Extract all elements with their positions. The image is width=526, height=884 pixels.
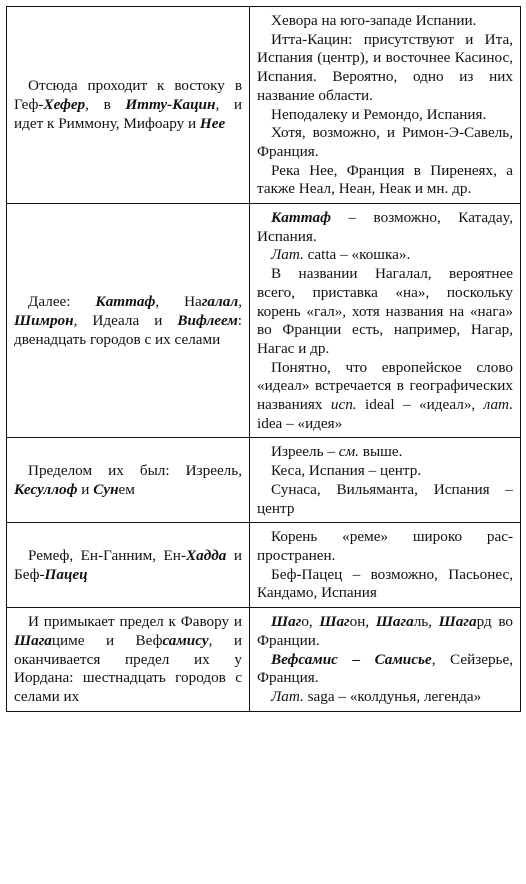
text-run: Хадда: [185, 546, 227, 564]
commentary-paragraph: [257, 566, 513, 603]
commentary-paragraph: [257, 443, 513, 462]
text-run: Корень «реме» широко распространен.: [257, 528, 513, 564]
text-run: Шага: [375, 613, 414, 631]
text-run: ideal – «идеал»,: [356, 396, 484, 414]
verse-paragraph: [14, 293, 242, 349]
table-row: [7, 204, 521, 438]
commentary-cell: [250, 7, 521, 204]
commentary-cell: [250, 608, 521, 712]
commentary-paragraph: [257, 528, 513, 565]
text-run: Изреель –: [271, 443, 339, 461]
commentary-paragraph: Неподалеку и Ремондо, Испания.: [271, 105, 487, 123]
commentary-paragraph: Хотя, возможно, и Римон-Э-Савель, Франция.: [257, 124, 513, 160]
commentary-paragraph: [257, 265, 513, 359]
table-row: [7, 438, 521, 523]
text-run: – возможно, Катадаy, Испания.: [257, 209, 513, 245]
text-run: catta – «кошка».: [303, 246, 411, 264]
text-run: лат.: [483, 396, 514, 414]
text-run: Ремеф, Ен-Ганним, Ен-: [28, 546, 186, 564]
text-run: , в: [85, 96, 126, 114]
text-run: выше.: [358, 443, 403, 461]
text-run: Сун: [93, 480, 119, 498]
text-run: ем: [118, 480, 135, 498]
commentary-paragraph: [257, 481, 513, 518]
text-run: , и оканчивается предел их у Иордана: шестнадцать городов с селами их: [14, 631, 242, 705]
commentary-paragraph: Хевора на юго-западе Испании.: [271, 12, 477, 29]
text-run: Шимрон: [14, 311, 74, 329]
text-run: Кесуллоф: [14, 480, 78, 498]
text-run: Шага: [438, 613, 477, 631]
text-run: Пределом их был: Изреель,: [28, 462, 242, 480]
table-row: [7, 523, 521, 608]
toponym-table: [6, 6, 521, 712]
text-run: галал: [201, 293, 239, 311]
text-run: , На: [155, 293, 202, 311]
commentary-paragraph: [257, 462, 513, 481]
commentary-paragraph: [257, 688, 513, 707]
text-run: ,: [238, 293, 242, 311]
text-run: рд во Франции.: [257, 613, 513, 649]
commentary-cell: [250, 438, 521, 523]
text-run: Хефер: [43, 96, 86, 114]
text-run: И примыкает предел к Фавору и: [28, 613, 242, 631]
commentary-cell: [250, 523, 521, 608]
commentary-paragraph: Итта-Кацин: присутствуют и Ита, Испания (центр), и восточнее Касинос, Испания. Вероятно, одно из них название области.: [257, 30, 513, 104]
biblical-text-cell: [7, 523, 250, 608]
text-run: idea – «идея»: [257, 414, 343, 432]
table-body: [7, 7, 521, 712]
text-run: Отсюда проходит к востоку в Геф-: [14, 77, 242, 114]
text-run: Кеса, Испания – центр.: [271, 462, 422, 480]
text-run: он,: [349, 613, 376, 631]
text-run: Лат.: [271, 246, 304, 264]
text-run: см.: [338, 443, 359, 461]
text-run: В названии Нагалал, вероятнее всего, приставка «на», поскольку корень «гал», хотя названия на «нага» во Франции есть, например, Нагар, Нагас и др.: [257, 265, 513, 357]
text-run: циме и Веф: [51, 631, 163, 649]
text-run: и: [77, 480, 94, 498]
text-run: Сунаса, Вильяманта, Испания – центр: [257, 480, 513, 517]
text-run: Пацец: [44, 565, 88, 583]
text-run: Каттаф: [271, 209, 331, 227]
text-run: Вифлеем: [177, 311, 238, 329]
text-run: Понятно, что европейское слово «идеал» встречается в географических названиях: [257, 358, 513, 414]
text-run: , Идеала и: [73, 311, 178, 329]
text-run: самису: [162, 631, 209, 649]
text-run: Беф-Пацец – возможно, Пасьонес, Кандамо, Испания: [257, 565, 513, 602]
commentary-paragraph: [257, 209, 513, 246]
commentary-paragraph: [257, 613, 513, 650]
verse-paragraph: [14, 547, 242, 584]
biblical-text-cell: [7, 608, 250, 712]
text-run: Вефсамис – Самисье: [271, 650, 432, 668]
text-run: и Беф-: [14, 546, 242, 583]
text-run: , Сейзерье, Франция.: [257, 650, 514, 687]
verse-paragraph: [14, 462, 242, 499]
commentary-paragraph: [257, 651, 513, 688]
commentary-paragraph: Река Нее, Франция в Пиренеях, а также Неал, Неан, Неак и мн. др.: [257, 161, 513, 198]
text-run: Итту-Кацин: [125, 96, 216, 114]
text-run: Нее: [199, 114, 226, 132]
text-run: Каттаф: [95, 293, 156, 311]
text-run: Лат.: [271, 687, 304, 705]
text-run: : двенадцать городов с их селами: [14, 311, 242, 348]
text-run: , и идет к Риммону, Мифоару и: [14, 96, 242, 132]
verse-paragraph: [14, 77, 242, 133]
commentary-paragraph: [257, 359, 513, 434]
biblical-text-cell: [7, 438, 250, 523]
commentary-paragraph: [257, 246, 513, 265]
text-run: saga – «колдунья, легенда»: [303, 687, 482, 705]
table-row: [7, 7, 521, 204]
text-run: ль,: [413, 613, 439, 631]
text-run: Шага: [14, 631, 52, 649]
verse-paragraph: [14, 613, 242, 707]
text-run: Далее:: [28, 293, 96, 311]
text-run: исп.: [330, 396, 357, 414]
biblical-text-cell: [7, 7, 250, 204]
text-run: о,: [301, 613, 320, 631]
commentary-cell: [250, 204, 521, 438]
text-run: Шаг: [319, 613, 350, 631]
biblical-text-cell: [7, 204, 250, 438]
text-run: Шаг: [271, 613, 302, 631]
table-row: [7, 608, 521, 712]
